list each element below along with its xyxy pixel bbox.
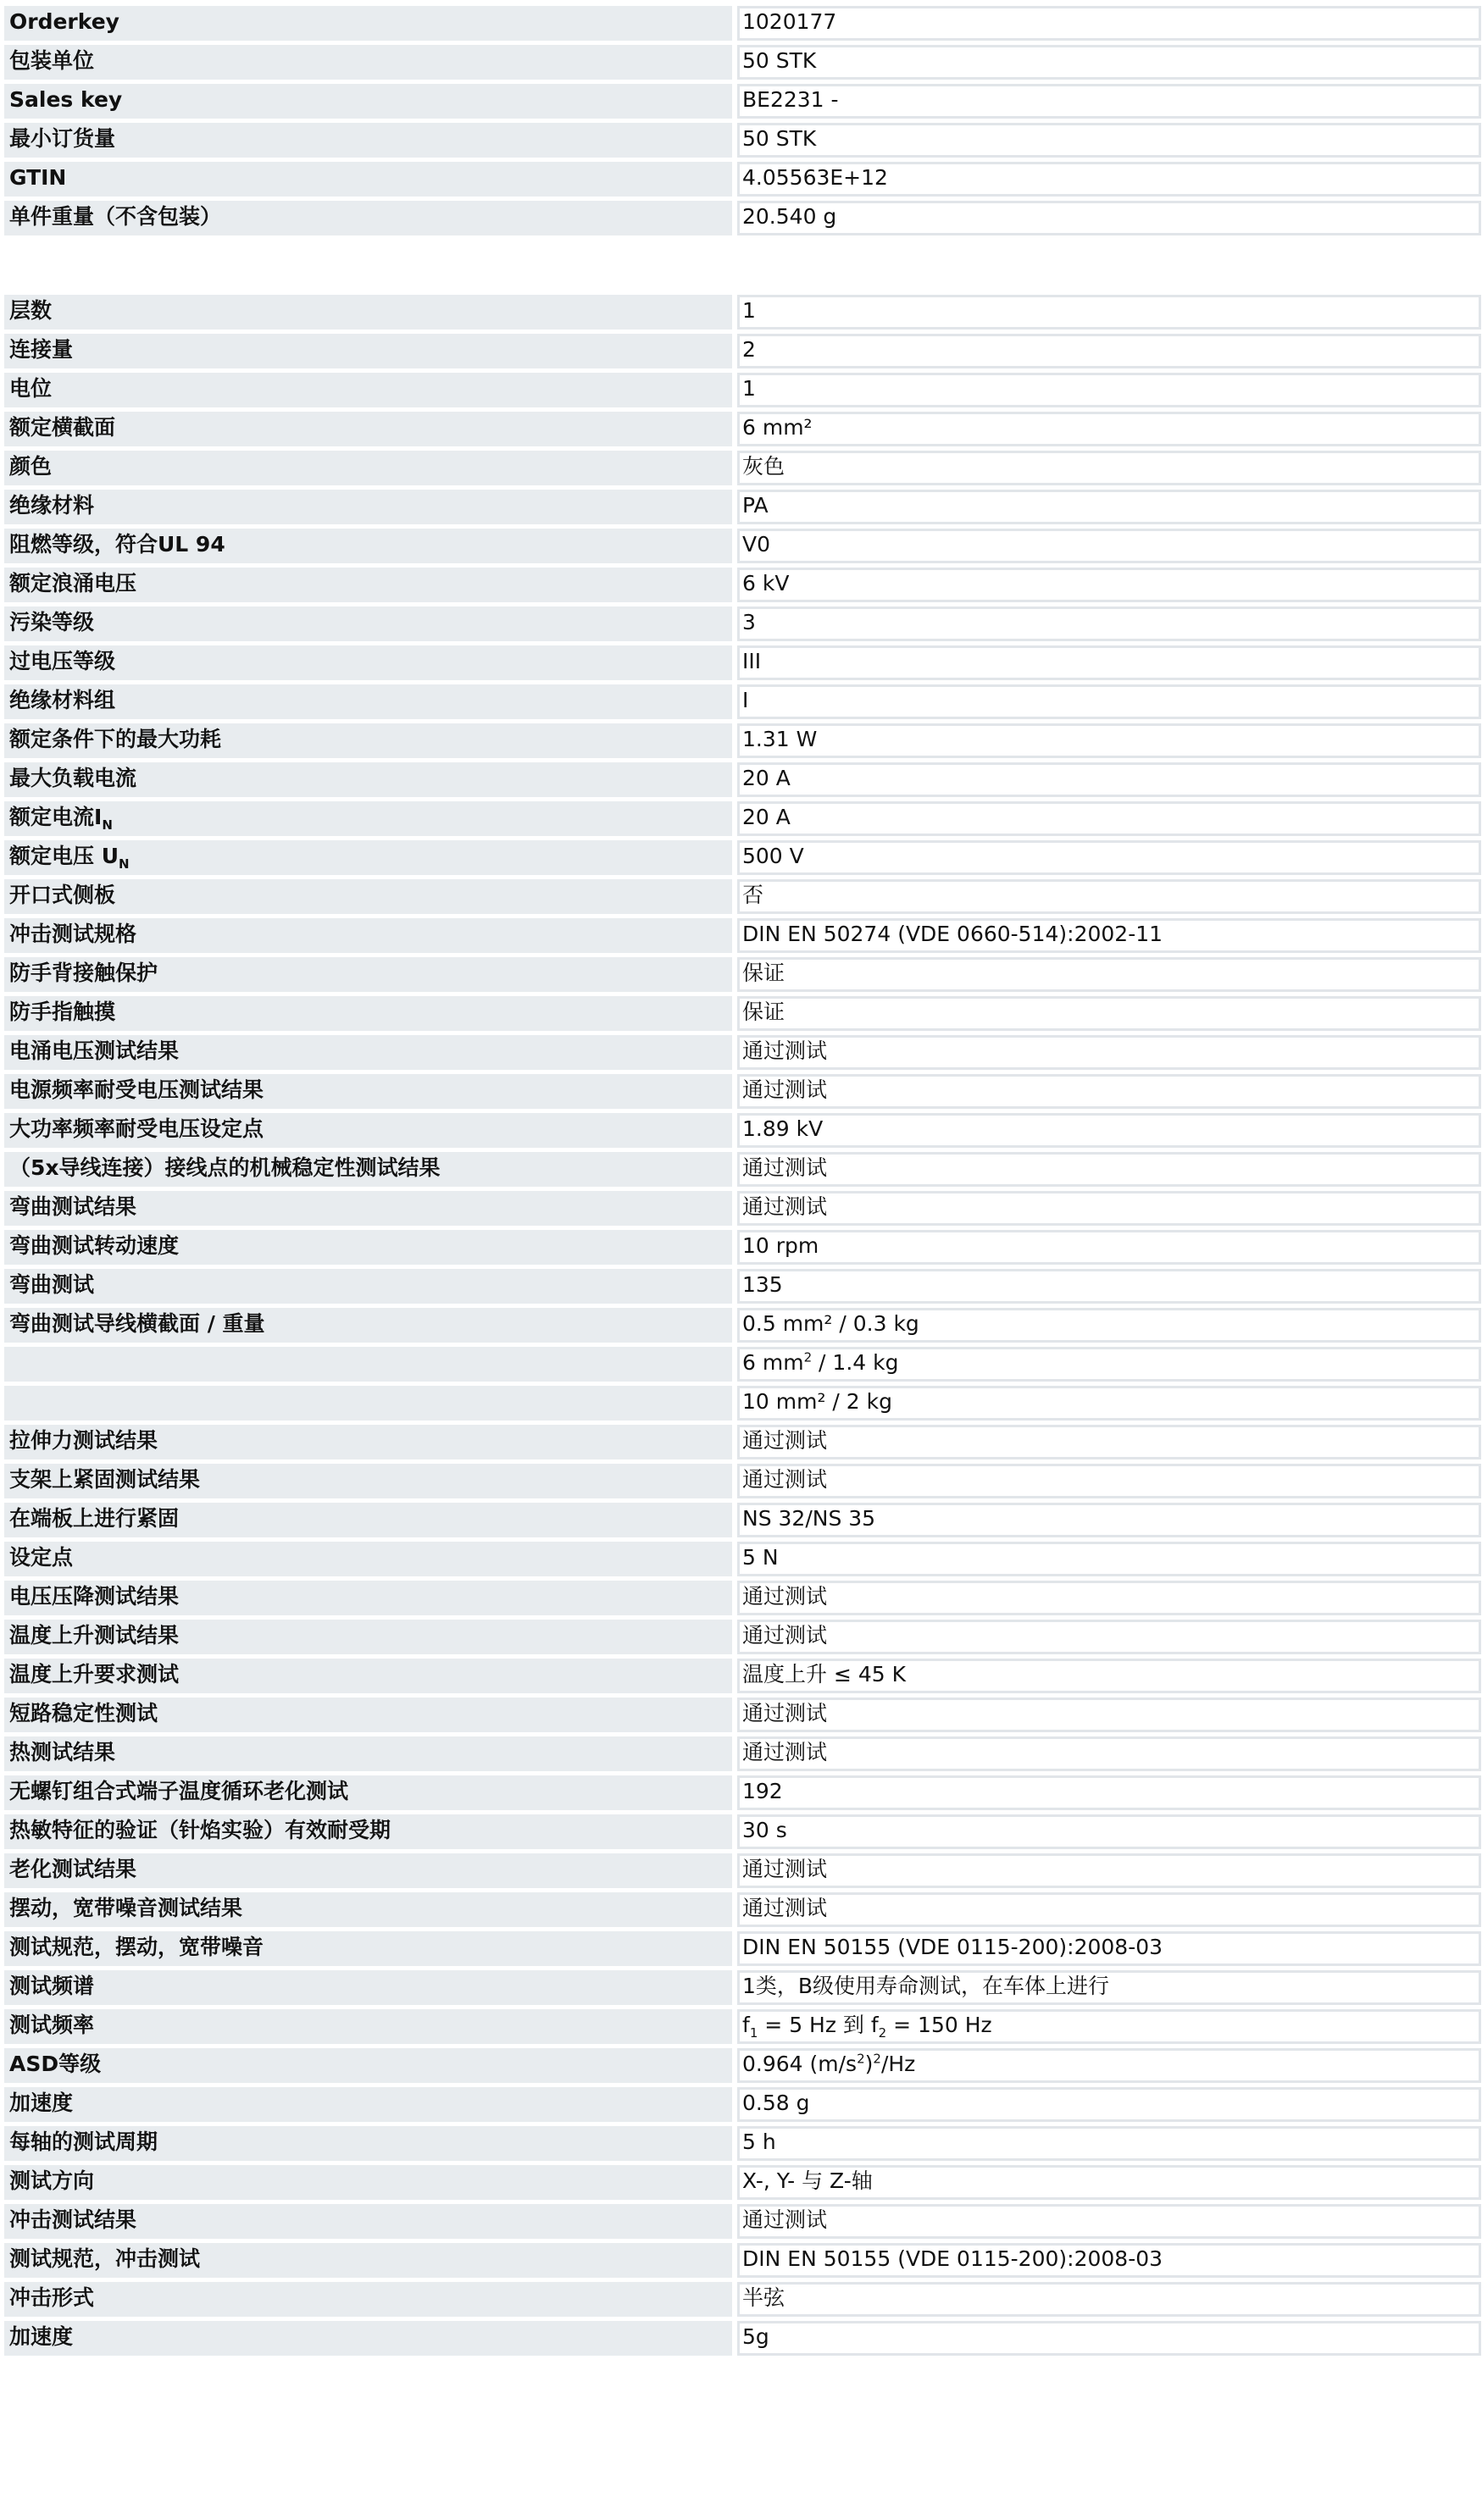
- row-label: 短路稳定性测试: [4, 1698, 732, 1732]
- row-label: 测试频率: [4, 2009, 732, 2044]
- row-label: 包装单位: [4, 45, 732, 80]
- table-row: [4, 723, 1481, 758]
- row-label: 摆动，宽带噪音测试结果: [4, 1892, 732, 1927]
- row-label: [4, 1347, 732, 1382]
- table-row: [4, 1581, 1481, 1615]
- table-row: [4, 1386, 1481, 1421]
- table-row: [4, 490, 1481, 524]
- row-value: 6 $mm^2 / 1.4$ kg: [737, 1347, 1481, 1382]
- row-label: 电位: [4, 373, 732, 407]
- row-value: III: [737, 645, 1481, 680]
- table-row: [4, 1113, 1481, 1148]
- table-row: [4, 2126, 1481, 2161]
- row-value: 135: [737, 1269, 1481, 1304]
- row-label: 额定浪涌电压: [4, 568, 732, 602]
- row-value: I: [737, 684, 1481, 719]
- row-label: 加速度: [4, 2087, 732, 2122]
- table-row: [4, 6, 1481, 41]
- row-label: 拉伸力测试结果: [4, 1425, 732, 1459]
- table-row: [4, 996, 1481, 1031]
- row-value: 通过测试: [737, 1698, 1481, 1732]
- row-label: 老化测试结果: [4, 1853, 732, 1888]
- row-value: 0.5 mm² / 0.3 kg: [737, 1308, 1481, 1343]
- row-value: 通过测试: [737, 1736, 1481, 1771]
- table-row: [4, 1269, 1481, 1304]
- value-superscript: 2: [873, 2051, 881, 2067]
- table-row: [4, 1035, 1481, 1070]
- technical-data-table: [0, 291, 1482, 2360]
- table-row: [4, 334, 1481, 368]
- row-label: 额定条件下的最大功耗: [4, 723, 732, 758]
- table-row: [4, 2204, 1481, 2239]
- row-value: DIN EN 50155 (VDE 0115-200):2008-03: [737, 1931, 1481, 1966]
- row-label: 电涌电压测试结果: [4, 1035, 732, 1070]
- row-label: Orderkey: [4, 6, 732, 41]
- row-value: 6 kV: [737, 568, 1481, 602]
- row-label: 绝缘材料组: [4, 684, 732, 719]
- row-label: 防手指触摸: [4, 996, 732, 1031]
- table-row: [4, 684, 1481, 719]
- row-value: 0.964 $(m/s^2)^2/Hz$: [737, 2048, 1481, 2083]
- row-label: （5x导线连接）接线点的机械稳定性测试结果: [4, 1152, 732, 1187]
- row-label: 冲击形式: [4, 2282, 732, 2317]
- row-label: 支架上紧固测试结果: [4, 1464, 732, 1498]
- row-label: 最小订货量: [4, 123, 732, 158]
- table-row: [4, 2282, 1481, 2317]
- table-row: [4, 2087, 1481, 2122]
- table-row: [4, 918, 1481, 953]
- table-row: [4, 201, 1481, 235]
- table-row: [4, 2165, 1481, 2200]
- table-row: [4, 45, 1481, 80]
- table-row: [4, 162, 1481, 197]
- row-value: 1: [737, 373, 1481, 407]
- row-label: 过电压等级: [4, 645, 732, 680]
- row-value: 通过测试: [737, 1035, 1481, 1070]
- row-label: Sales key: [4, 84, 732, 119]
- row-value: DIN EN 50274 (VDE 0660-514):2002-11: [737, 918, 1481, 953]
- value-subscript: 1: [749, 2025, 758, 2041]
- table-row: [4, 1347, 1481, 1382]
- table-row: [4, 762, 1481, 797]
- row-label: 颜色: [4, 451, 732, 485]
- row-label: 在端板上进行紧固: [4, 1503, 732, 1537]
- table-row: [4, 1191, 1481, 1226]
- table-row: [4, 1230, 1481, 1265]
- row-label: 加速度: [4, 2321, 732, 2356]
- value-subscript: 2: [878, 2025, 887, 2041]
- table-row: [4, 529, 1481, 563]
- row-value: BE2231 -: [737, 84, 1481, 119]
- row-value: 1: [737, 295, 1481, 330]
- table-row: [4, 1503, 1481, 1537]
- row-value: 通过测试: [737, 1620, 1481, 1654]
- row-value: 否: [737, 879, 1481, 914]
- row-value: 灰色: [737, 451, 1481, 485]
- table-row: [4, 1736, 1481, 1771]
- row-value: 3: [737, 606, 1481, 641]
- row-label: 污染等级: [4, 606, 732, 641]
- table-row: [4, 606, 1481, 641]
- value-superscript: 2: [857, 2051, 865, 2067]
- table-row: [4, 1464, 1481, 1498]
- table-row: [4, 373, 1481, 407]
- row-value: 通过测试: [737, 1892, 1481, 1927]
- row-value: 50 STK: [737, 123, 1481, 158]
- order-info-table: [0, 2, 1482, 240]
- row-label: 额定横截面: [4, 412, 732, 446]
- row-value: 20 A: [737, 801, 1481, 836]
- row-value: 30 s: [737, 1814, 1481, 1849]
- row-value: 1020177: [737, 6, 1481, 41]
- table-row: [4, 2321, 1481, 2356]
- table-row: [4, 295, 1481, 330]
- row-value: 6 mm²: [737, 412, 1481, 446]
- row-label: 绝缘材料: [4, 490, 732, 524]
- row-value: 20 A: [737, 762, 1481, 797]
- row-label: 测试频谱: [4, 1970, 732, 2005]
- table-row: [4, 1425, 1481, 1459]
- row-value: 5 N: [737, 1542, 1481, 1576]
- row-value: 10 mm² / 2 kg: [737, 1386, 1481, 1421]
- row-label: 热敏特征的验证（针焰实验）有效耐受期: [4, 1814, 732, 1849]
- table-row: [4, 840, 1481, 875]
- row-value: 50 STK: [737, 45, 1481, 80]
- row-label: 连接量: [4, 334, 732, 368]
- row-label: 大功率频率耐受电压设定点: [4, 1113, 732, 1148]
- row-label: 温度上升测试结果: [4, 1620, 732, 1654]
- row-value: 保证: [737, 996, 1481, 1031]
- label-subscript: N: [102, 817, 113, 833]
- table-row: [4, 1074, 1481, 1109]
- row-value: 通过测试: [737, 2204, 1481, 2239]
- table-row: [4, 2243, 1481, 2278]
- row-label: 弯曲测试转动速度: [4, 1230, 732, 1265]
- row-value: 4.05563E+12: [737, 162, 1481, 197]
- table-row: [4, 1620, 1481, 1654]
- row-label: 测试规范，冲击测试: [4, 2243, 732, 2278]
- row-label: 热测试结果: [4, 1736, 732, 1771]
- value-superscript: 2: [803, 1349, 813, 1365]
- table-row: [4, 879, 1481, 914]
- row-label: 温度上升要求测试: [4, 1659, 732, 1693]
- row-label: 测试方向: [4, 2165, 732, 2200]
- row-value: 通过测试: [737, 1464, 1481, 1498]
- row-value: 半弦: [737, 2282, 1481, 2317]
- row-value: 保证: [737, 957, 1481, 992]
- table-row: [4, 1814, 1481, 1849]
- row-label: 测试规范，摆动，宽带噪音: [4, 1931, 732, 1966]
- row-value: 10 rpm: [737, 1230, 1481, 1265]
- table-row: [4, 2048, 1481, 2083]
- row-value: 通过测试: [737, 1074, 1481, 1109]
- row-label: 额定电压 $U_N$: [4, 840, 732, 875]
- row-value: $f_1 = 5$ Hz 到 $f_2 = 150$ Hz: [737, 2009, 1481, 2044]
- table-row: [4, 1152, 1481, 1187]
- table-row: [4, 1659, 1481, 1693]
- row-value: 通过测试: [737, 1152, 1481, 1187]
- row-value: 温度上升 ≤ 45 K: [737, 1659, 1481, 1693]
- row-value: 1.89 kV: [737, 1113, 1481, 1148]
- row-label: 单件重量（不含包装）: [4, 201, 732, 235]
- table-row: [4, 1970, 1481, 2005]
- table-row: [4, 645, 1481, 680]
- row-label: 弯曲测试导线横截面 / 重量: [4, 1308, 732, 1343]
- row-value: PA: [737, 490, 1481, 524]
- row-label: 每轴的测试周期: [4, 2126, 732, 2161]
- table-row: [4, 412, 1481, 446]
- row-value: X-, Y- 与 Z-轴: [737, 2165, 1481, 2200]
- row-label: 最大负载电流: [4, 762, 732, 797]
- table-row: [4, 801, 1481, 836]
- row-label: 冲击测试结果: [4, 2204, 732, 2239]
- row-label: 电源频率耐受电压测试结果: [4, 1074, 732, 1109]
- row-value: 1.31 W: [737, 723, 1481, 758]
- table-row: [4, 451, 1481, 485]
- row-label: 冲击测试规格: [4, 918, 732, 953]
- row-value: NS 32/NS 35: [737, 1503, 1481, 1537]
- row-value: 500 V: [737, 840, 1481, 875]
- row-value: 5g: [737, 2321, 1481, 2356]
- row-label: 额定电流$I_N$: [4, 801, 732, 836]
- row-value: DIN EN 50155 (VDE 0115-200):2008-03: [737, 2243, 1481, 2278]
- label-subscript: N: [119, 856, 130, 872]
- row-label: ASD等级: [4, 2048, 732, 2083]
- table-row: [4, 1931, 1481, 1966]
- row-label: 设定点: [4, 1542, 732, 1576]
- row-label: 阻燃等级，符合UL 94: [4, 529, 732, 563]
- row-value: 20.540 g: [737, 201, 1481, 235]
- table-row: [4, 2009, 1481, 2044]
- row-label: 弯曲测试: [4, 1269, 732, 1304]
- table-row: [4, 123, 1481, 158]
- table-row: [4, 1853, 1481, 1888]
- row-label: 层数: [4, 295, 732, 330]
- row-label: 无螺钉组合式端子温度循环老化测试: [4, 1775, 732, 1810]
- row-value: 通过测试: [737, 1581, 1481, 1615]
- table-row: [4, 957, 1481, 992]
- row-label: 开口式侧板: [4, 879, 732, 914]
- row-label: 弯曲测试结果: [4, 1191, 732, 1226]
- section-gap: [0, 240, 1482, 291]
- row-label: GTIN: [4, 162, 732, 197]
- table-row: [4, 1775, 1481, 1810]
- table-row: [4, 1308, 1481, 1343]
- row-value: 0.58 g: [737, 2087, 1481, 2122]
- table-row: [4, 1892, 1481, 1927]
- row-value: 通过测试: [737, 1853, 1481, 1888]
- row-label: 电压压降测试结果: [4, 1581, 732, 1615]
- table-row: [4, 84, 1481, 119]
- row-value: 通过测试: [737, 1191, 1481, 1226]
- row-value: 2: [737, 334, 1481, 368]
- row-value: 5 h: [737, 2126, 1481, 2161]
- table-row: [4, 1698, 1481, 1732]
- row-label: [4, 1386, 732, 1421]
- row-value: 192: [737, 1775, 1481, 1810]
- row-value: 1类，B级使用寿命测试，在车体上进行: [737, 1970, 1481, 2005]
- row-label: 防手背接触保护: [4, 957, 732, 992]
- row-value: V0: [737, 529, 1481, 563]
- table-row: [4, 568, 1481, 602]
- table-row: [4, 1542, 1481, 1576]
- row-value: 通过测试: [737, 1425, 1481, 1459]
